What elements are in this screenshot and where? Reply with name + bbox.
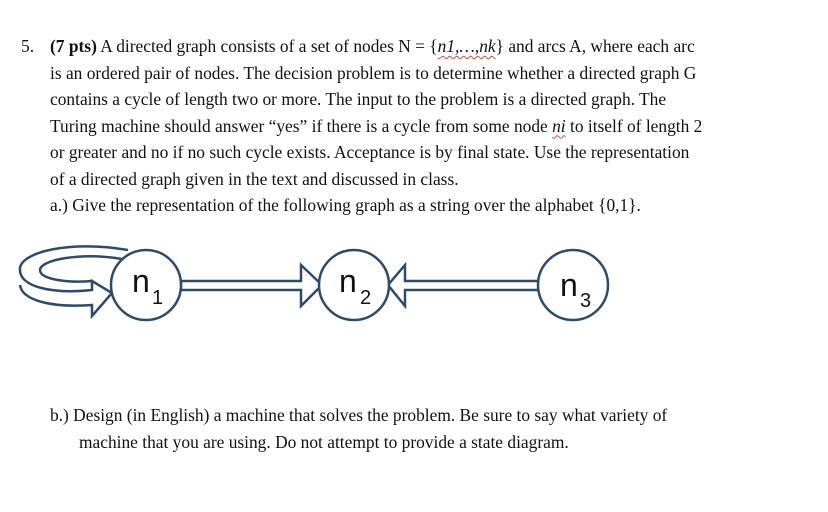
node-n3-letter: n [560, 267, 578, 303]
question-number: 5. [21, 36, 35, 56]
question-line-6: of a directed graph given in the text and discussed in class. [50, 168, 459, 189]
node-n1-letter: n [132, 263, 150, 299]
part-b-prompt-line-2: machine that you are using. Do not attempt to provide a state diagram. [79, 431, 569, 452]
question-line-5: or greater and no if no such cycle exists. Acceptance is by final state. Use the representation [50, 142, 690, 162]
points-label: (7 pts) [50, 36, 97, 56]
node-set-variable: n1,…,nk [437, 36, 496, 56]
line4-end: to itself of length 2 [565, 115, 703, 136]
part-a-prompt: a.) Give the representation of the following graph as a string over the alphabet {0,1}. [50, 195, 641, 215]
question-line-3: contains a cycle of length two or more. The input to the problem is a directed graph. The [50, 89, 667, 109]
line1-start: A directed graph consists of a set of nodes N = { [100, 36, 438, 56]
question-line-2: is an ordered pair of nodes. The decision problem is to determine whether a directed graph G [50, 62, 697, 83]
node-n1-subscript: 1 [152, 287, 164, 309]
node-variable: ni [552, 115, 566, 136]
arc-n3-to-n2 [388, 265, 540, 306]
node-n2-letter: n [339, 263, 357, 299]
part-b-prompt-line-1: b.) Design (in English) a machine that solves the problem. Be sure to say what variety of [50, 405, 668, 425]
node-n2-subscript: 2 [360, 287, 372, 309]
node-n3-subscript: 3 [580, 290, 592, 312]
line4-start: Turing machine should answer “yes” if there is a cycle from some node [50, 115, 553, 136]
line1-end: } and arcs A, where each arc [495, 36, 695, 56]
arc-n1-to-n2 [181, 265, 322, 306]
self-loop-inner [40, 256, 122, 281]
